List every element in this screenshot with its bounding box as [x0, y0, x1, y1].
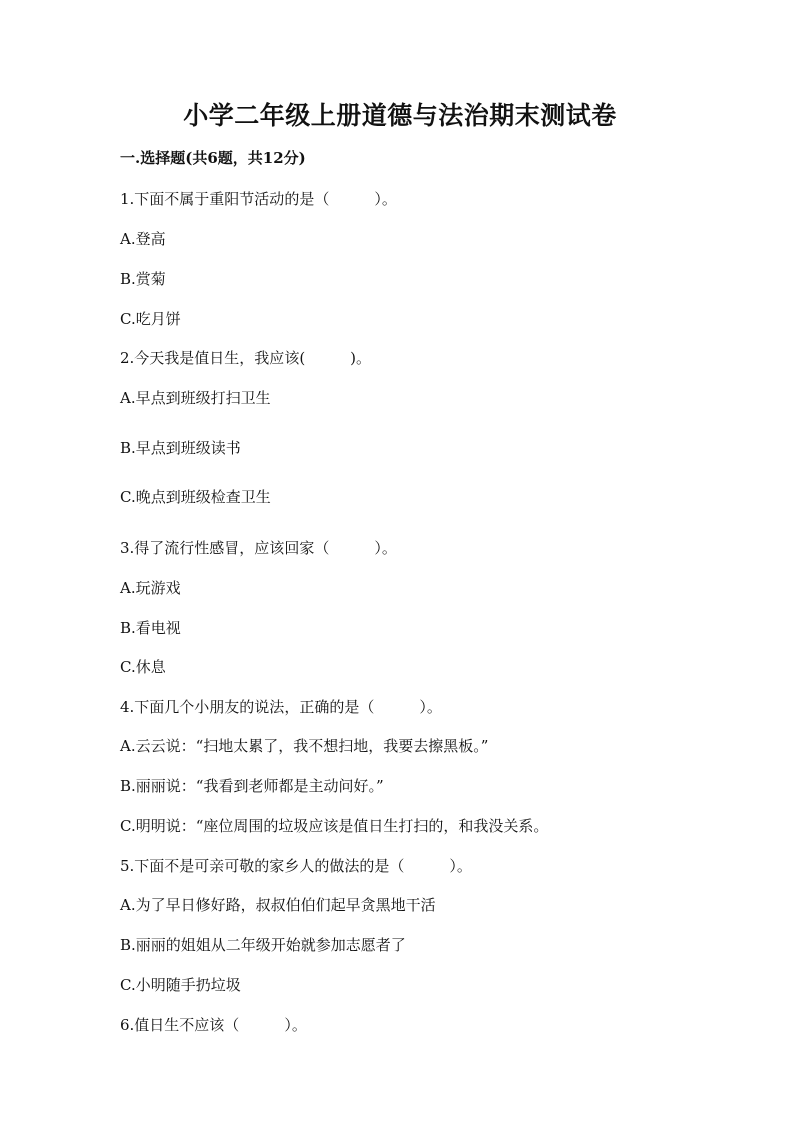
question-5-stem: 5.下面不是可亲可敬的家乡人的做法的是（ ）。 [120, 857, 472, 875]
question-4-option-b: B.丽丽说：“我看到老师都是主动问好。” [120, 777, 384, 795]
page-title: 小学二年级上册道德与法治期末测试卷 [183, 101, 617, 130]
question-3-stem: 3.得了流行性感冒，应该回家（ ）。 [120, 539, 397, 557]
question-1-option-a: A.登高 [120, 230, 166, 248]
question-6-stem: 6.值日生不应该（ ）。 [120, 1016, 307, 1034]
section-heading: 一.选择题(共6题，共12分) [120, 149, 306, 167]
question-2-option-c: C.晚点到班级检查卫生 [120, 488, 271, 506]
question-5-option-c: C.小明随手扔垃圾 [120, 976, 241, 994]
question-4-option-a: A.云云说：“扫地太累了，我不想扫地，我要去擦黑板。” [120, 737, 489, 755]
question-3-option-b: B.看电视 [120, 619, 181, 637]
question-2-option-a: A.早点到班级打扫卫生 [120, 389, 271, 407]
question-4-option-c: C.明明说：“座位周围的垃圾应该是值日生打扫的，和我没关系。 [120, 817, 549, 835]
question-2-stem: 2.今天我是值日生，我应该( )。 [120, 349, 372, 367]
question-3-option-c: C.休息 [120, 658, 166, 676]
question-5-option-a: A.为了早日修好路，叔叔伯伯们起早贪黑地干活 [120, 896, 436, 914]
question-3-option-a: A.玩游戏 [120, 579, 181, 597]
question-5-option-b: B.丽丽的姐姐从二年级开始就参加志愿者了 [120, 936, 406, 954]
question-1-stem: 1.下面不属于重阳节活动的是（ ）。 [120, 190, 397, 208]
question-4-stem: 4.下面几个小朋友的说法，正确的是（ ）。 [120, 698, 442, 716]
question-1-option-c: C.吃月饼 [120, 310, 181, 328]
question-2-option-b: B.早点到班级读书 [120, 439, 241, 457]
question-1-option-b: B.赏菊 [120, 270, 166, 288]
